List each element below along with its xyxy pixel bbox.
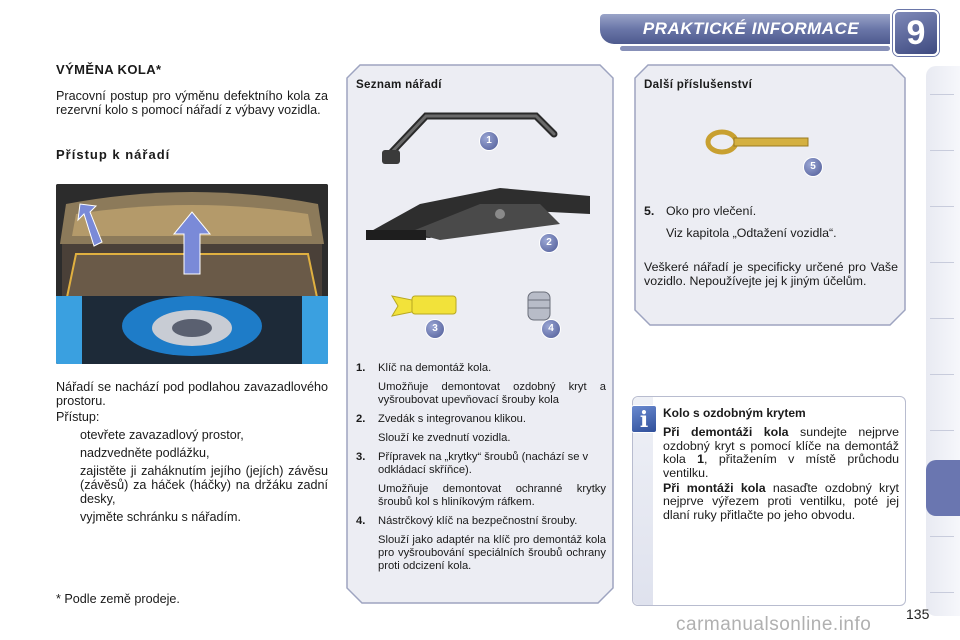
tools-panel-title: Seznam nářadí xyxy=(356,78,442,91)
tool-name: Klíč na demontáž kola. xyxy=(378,362,492,374)
accessory-name: Oko pro vlečení. xyxy=(666,204,757,218)
list-item: nadzvedněte podlážku, xyxy=(80,446,210,460)
trunk-photo xyxy=(56,184,328,364)
tool-desc: Umožňuje demontovat ozdobný kryt a vyšroubovat upevňovací šrouby kola xyxy=(378,381,606,406)
intro-text: Pracovní postup pro výměnu defektního kola za rezervní kolo s pomocí nářadí z výbavy vozidla. xyxy=(56,89,328,117)
tool-name: Přípravek na „krytky“ šroubů (nachází se v odkládací skříňce). xyxy=(378,451,589,476)
chapter-tabs xyxy=(926,66,960,616)
chapter-badge xyxy=(893,10,939,56)
tab-divider xyxy=(930,536,954,537)
towing-eye-icon xyxy=(704,124,814,160)
footnote: * Podle země prodeje. xyxy=(56,592,180,606)
accessory-desc: Viz kapitola „Odtažení vozidla“. xyxy=(666,226,837,240)
tool-name: Nástrčkový klíč na bezpečnostní šrouby. xyxy=(378,515,578,527)
list-item: 2. Zvedák s integrovanou klikou. Slouží ke zvednutí vozidla. xyxy=(356,413,606,445)
info-icon: i xyxy=(631,405,657,433)
callout-3: 3 xyxy=(426,320,444,338)
tool-desc: Slouží ke zvednutí vozidla. xyxy=(378,432,511,444)
left-column xyxy=(56,62,328,524)
info-paragraph: Při demontáži kola sundejte nejprve ozdobný kryt s pomocí klíče na demontáž kola 1, přitažením v místě průchodu ventilku. xyxy=(663,425,900,480)
tools-panel xyxy=(346,64,614,604)
security-socket-icon xyxy=(522,290,556,324)
jack-icon xyxy=(360,174,596,254)
info-content xyxy=(663,407,899,522)
tab-divider xyxy=(930,94,954,95)
list-item: 3. Přípravek na „krytky“ šroubů (nachází se v odkládací skříňce). Umožňuje demontovat ochranné krytky šroubů kol s hliníkovým ráfkem. xyxy=(356,451,606,508)
callout-1: 1 xyxy=(480,132,498,150)
info-box xyxy=(632,396,906,606)
list-item: vyjměte schránku s nářadím. xyxy=(80,510,241,524)
accessories-note: Veškeré nářadí je specificky určené pro Vaše vozidlo. Nepoužívejte jej k jiným účelům. xyxy=(644,260,898,288)
accessories-panel xyxy=(634,64,906,326)
subsection-title: Přístup k nářadí xyxy=(56,147,171,162)
list-item: otevřete zavazadlový prostor, xyxy=(80,428,244,442)
watermark: carmanualsonline.info xyxy=(676,614,872,635)
access-label: Přístup: xyxy=(56,410,100,424)
tool-list xyxy=(356,356,606,573)
tab-divider xyxy=(930,374,954,375)
section-header-title: PRAKTICKÉ INFORMACE xyxy=(642,19,860,38)
tool-name: Zvedák s integrovanou klikou. xyxy=(378,413,527,425)
tab-divider xyxy=(930,262,954,263)
list-item: zajistěte ji zaháknutím jejího (jejích) závěsu (závěsů) za háček (háčky) na držáku zadní desky, xyxy=(80,464,328,506)
tools-location-text: Nářadí se nachází pod podlahou zavazadlového prostoru. xyxy=(56,380,328,408)
page-number: 135 xyxy=(906,606,930,622)
tab-divider xyxy=(930,150,954,151)
tool-desc: Slouží jako adaptér na klíč pro demontáž kola pro vyšroubování speciálních šroubů ochrany proti odcizení kola. xyxy=(378,534,606,572)
tool-desc: Umožňuje demontovat ochranné krytky šroubů kol s hliníkovým ráfkem. xyxy=(378,483,606,508)
trunk-illustration xyxy=(56,184,328,364)
list-item: 5. Oko pro vlečení. Viz kapitola „Odtažení vozidla“. xyxy=(644,204,837,240)
wheel-wrench-icon xyxy=(376,104,576,174)
callout-4: 4 xyxy=(542,320,560,338)
tab-divider xyxy=(930,430,954,431)
tab-divider xyxy=(930,318,954,319)
accessories-panel-title: Další příslušenství xyxy=(644,78,753,91)
info-title: Kolo s ozdobným krytem xyxy=(663,406,806,420)
access-steps-list xyxy=(56,428,328,524)
callout-2: 2 xyxy=(540,234,558,252)
list-item: 1. Klíč na demontáž kola. Umožňuje demontovat ozdobný kryt a vyšroubovat upevňovací šrouby kola xyxy=(356,362,606,406)
list-item: 4. Nástrčkový klíč na bezpečnostní šrouby. Slouží jako adaptér na klíč pro demontáž kola pro vyšroubování speciálních šroubů ochrany proti odcizení kola. xyxy=(356,515,606,572)
bolt-cap-tool-icon xyxy=(390,292,460,320)
page-title: VÝMĚNA KOLA* xyxy=(56,62,162,77)
info-paragraph: Při montáži kola nasaďte ozdobný kryt nejprve výřezem proti ventilku, poté jej dlaní ruky přitlačte po jeho obvodu. xyxy=(663,481,899,522)
tab-divider xyxy=(930,206,954,207)
banner-strip xyxy=(620,46,890,51)
header-banner xyxy=(0,0,960,62)
chapter-tab-active[interactable] xyxy=(926,460,960,516)
tab-divider xyxy=(930,592,954,593)
callout-5: 5 xyxy=(804,158,822,176)
chapter-number: 9 xyxy=(906,14,926,52)
